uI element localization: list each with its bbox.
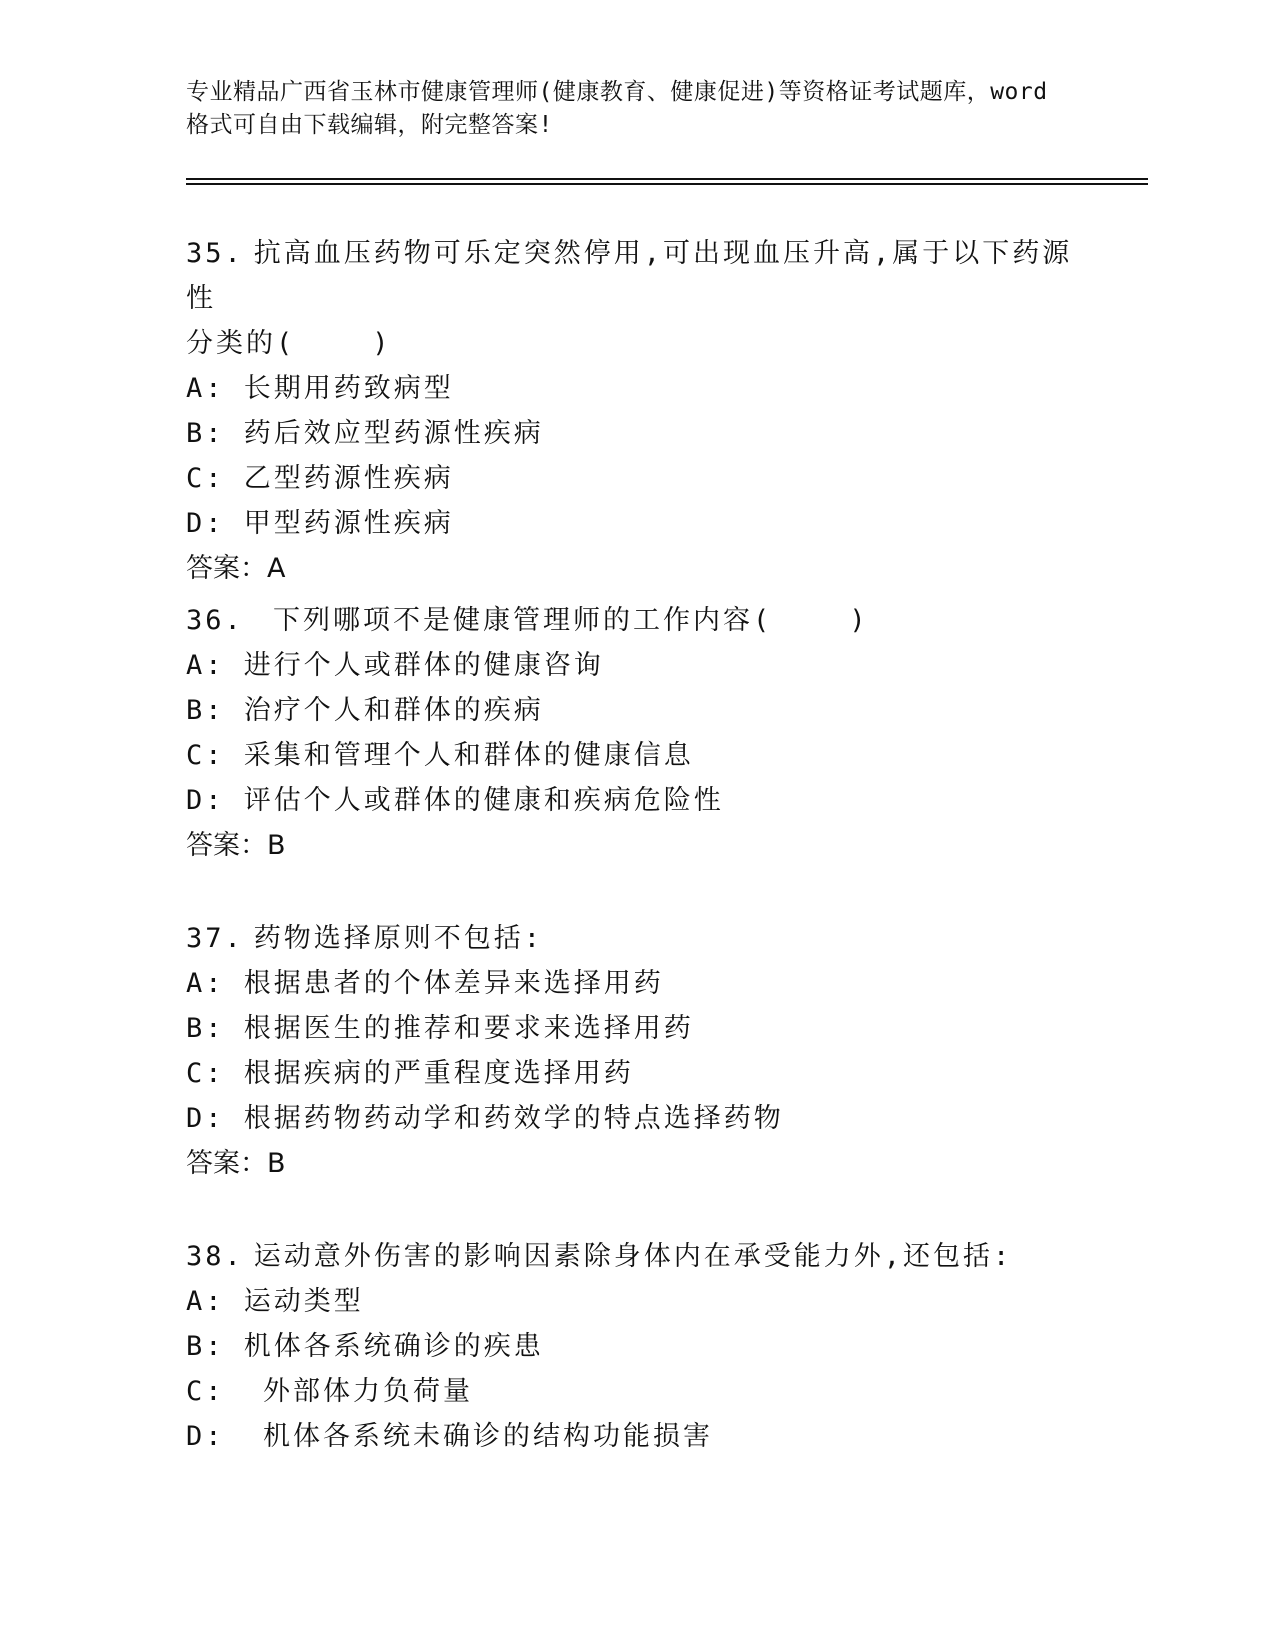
- question-text: 运动意外伤害的影响因素除身体内在承受能力外,还包括:: [253, 1241, 1013, 1272]
- option-c: [186, 733, 1086, 778]
- option-b: [186, 1324, 1086, 1369]
- option-text: 采集和管理个人和群体的健康信息: [243, 740, 694, 771]
- option-label: A:: [186, 373, 225, 404]
- option-label: D:: [186, 1103, 225, 1134]
- option-text: 外部体力负荷量: [243, 1376, 474, 1407]
- option-a: [186, 366, 1086, 411]
- option-text: 治疗个人和群体的疾病: [243, 695, 544, 726]
- option-a: [186, 961, 1086, 1006]
- header-line-1: 专业精品广西省玉林市健康管理师(健康教育、健康促进)等资格证考试题库，word: [186, 79, 1048, 105]
- option-label: A:: [186, 968, 225, 999]
- option-text: 评估个人或群体的健康和疾病危险性: [243, 785, 724, 816]
- option-text: 根据疾病的严重程度选择用药: [243, 1058, 634, 1089]
- option-text: 根据药物药动学和药效学的特点选择药物: [243, 1103, 784, 1134]
- option-c: [186, 1369, 1086, 1414]
- option-b: [186, 688, 1086, 733]
- option-label: B:: [186, 695, 225, 726]
- option-label: D:: [186, 1421, 225, 1452]
- question-text: 药物选择原则不包括:: [253, 923, 544, 954]
- question-text: 抗高血压药物可乐定突然停用,可出现血压升高,属于以下药源性: [186, 238, 1073, 314]
- option-text: 长期用药致病型: [243, 373, 454, 404]
- option-label: B:: [186, 1013, 225, 1044]
- option-b: [186, 411, 1086, 456]
- question-number: 37.: [186, 923, 244, 954]
- question-stem: [186, 598, 1086, 643]
- option-b: [186, 1006, 1086, 1051]
- document-header: [186, 76, 1106, 142]
- header-divider-bottom: [186, 183, 1148, 185]
- option-d: [186, 501, 1086, 546]
- option-label: D:: [186, 785, 225, 816]
- option-text: 甲型药源性疾病: [243, 508, 454, 539]
- option-a: [186, 643, 1086, 688]
- question-36: [186, 598, 1086, 868]
- header-divider-top: [186, 178, 1148, 180]
- option-text: 运动类型: [243, 1286, 364, 1317]
- option-label: C:: [186, 740, 225, 771]
- question-stem: [186, 231, 1086, 321]
- option-text: 机体各系统未确诊的结构功能损害: [243, 1421, 714, 1452]
- option-label: B:: [186, 1331, 225, 1362]
- question-37: [186, 916, 1086, 1186]
- option-label: A:: [186, 1286, 225, 1317]
- option-label: C:: [186, 463, 225, 494]
- option-text: 药后效应型药源性疾病: [243, 418, 544, 449]
- option-c: [186, 1051, 1086, 1096]
- option-label: C:: [186, 1058, 225, 1089]
- answer: 答案：B: [186, 830, 286, 861]
- option-label: A:: [186, 650, 225, 681]
- option-d: [186, 778, 1086, 823]
- question-number: 38.: [186, 1241, 244, 1272]
- question-38: [186, 1234, 1086, 1459]
- option-c: [186, 456, 1086, 501]
- question-text: 下列哪项不是健康管理师的工作内容( ): [253, 605, 869, 636]
- option-text: 乙型药源性疾病: [243, 463, 454, 494]
- answer: 答案：A: [186, 553, 286, 584]
- option-label: D:: [186, 508, 225, 539]
- question-stem: [186, 1234, 1086, 1279]
- option-label: C:: [186, 1376, 225, 1407]
- question-number: 36.: [186, 605, 244, 636]
- question-number: 35.: [186, 238, 244, 269]
- question-text-continued: 分类的( ): [186, 328, 392, 359]
- option-d: [186, 1414, 1086, 1459]
- option-a: [186, 1279, 1086, 1324]
- answer: 答案：B: [186, 1148, 286, 1179]
- option-text: 根据医生的推荐和要求来选择用药: [243, 1013, 694, 1044]
- header-line-2: 格式可自由下载编辑，附完整答案!: [186, 112, 553, 138]
- question-stem: [186, 916, 1086, 961]
- option-text: 机体各系统确诊的疾患: [243, 1331, 544, 1362]
- option-text: 根据患者的个体差异来选择用药: [243, 968, 664, 999]
- question-35: [186, 231, 1086, 591]
- option-d: [186, 1096, 1086, 1141]
- option-label: B:: [186, 418, 225, 449]
- option-text: 进行个人或群体的健康咨询: [243, 650, 604, 681]
